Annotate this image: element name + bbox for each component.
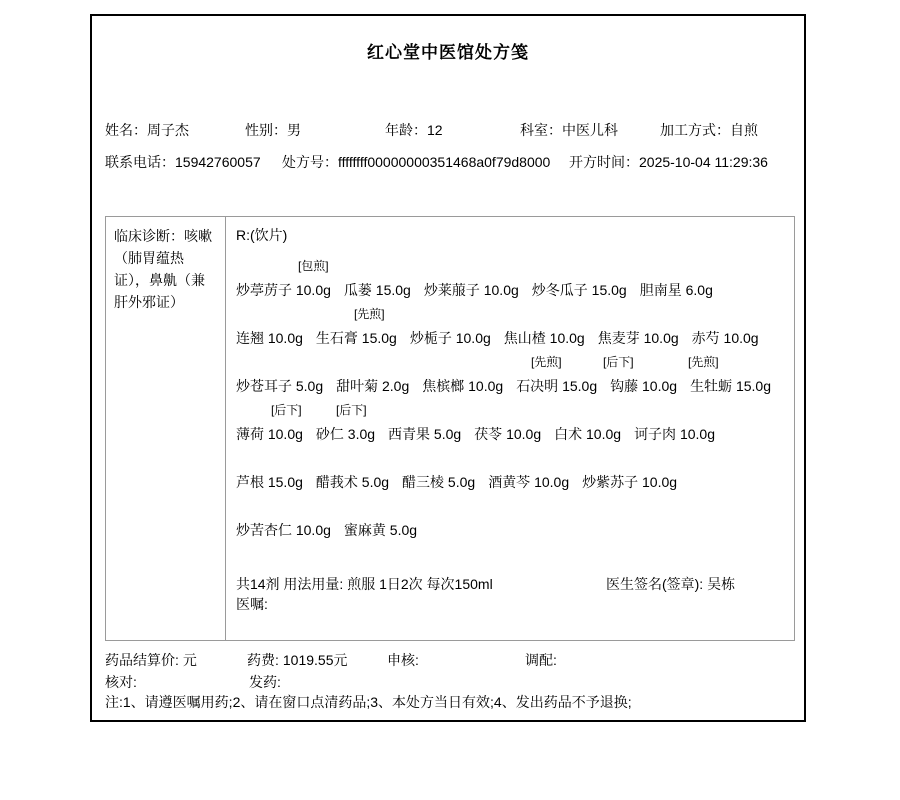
review-label: 申核:	[387, 652, 419, 668]
herb-row	[236, 468, 784, 496]
patient-gender-field	[245, 120, 301, 140]
herb-item: 炒冬瓜子 15.0g	[531, 282, 627, 298]
dispense-label: 发药:	[249, 674, 281, 690]
decoction-annotation-row	[236, 448, 784, 468]
herb-item: 芦根 15.0g	[235, 474, 303, 490]
dispense-prepare-label: 调配:	[525, 652, 557, 668]
phone-field	[105, 152, 261, 172]
herb-item: 酒黄芩 10.0g	[488, 474, 570, 490]
decoction-annotation-row	[236, 304, 784, 324]
dosage-summary-row	[236, 574, 784, 594]
herb-line-block	[236, 400, 784, 448]
diagnosis-text: 咳嗽（肺胃蕴热证），鼻鼽（兼肝外邪证）	[114, 228, 212, 310]
herb-item: 诃子肉 10.0g	[634, 426, 715, 442]
herb-item: 炒紫苏子 10.0g	[582, 474, 678, 490]
herb-item: 炒苍耳子 5.0g	[235, 378, 324, 394]
decoction-annotation-row	[236, 256, 784, 276]
phone-label: 联系电话：	[105, 154, 175, 170]
decoction-annotation: [包煎]	[297, 259, 329, 273]
prescription-number-field	[282, 152, 550, 172]
prescription-sheet	[90, 14, 806, 722]
phone-value: 15942760057	[175, 154, 261, 170]
decoction-annotation-row	[236, 496, 784, 516]
herb-item: 西青果 5.0g	[388, 426, 462, 442]
footer-row-3	[92, 692, 804, 713]
herb-item: 甜叶菊 2.0g	[336, 378, 410, 394]
dosage-summary: 共14剂 用法用量: 煎服 1日2次 每次150ml	[235, 576, 493, 592]
patient-gender-label: 性别：	[245, 122, 287, 138]
prescribe-time-field	[569, 152, 768, 172]
prescription-number-label: 处方号：	[282, 154, 338, 170]
herb-item: 炒葶苈子 10.0g	[235, 282, 331, 298]
herb-item: 薄荷 10.0g	[235, 426, 303, 442]
settlement-price-field	[105, 650, 197, 670]
prescription-body-box	[105, 216, 795, 641]
herb-item: 焦槟榔 10.0g	[422, 378, 504, 394]
processing-method-field	[660, 120, 758, 140]
medicine-fee-label: 药费:	[247, 652, 279, 668]
patient-age-value: 12	[427, 122, 443, 138]
herb-item: 醋莪术 5.0g	[315, 474, 390, 490]
processing-method-label: 加工方式：	[660, 122, 730, 138]
herb-item: 茯苓 10.0g	[474, 426, 542, 442]
patient-gender-value: 男	[287, 122, 301, 138]
herb-item: 蜜麻黄 5.0g	[343, 522, 418, 538]
herb-item: 砂仁 3.0g	[315, 426, 376, 442]
herb-item: 炒栀子 10.0g	[409, 330, 491, 346]
herb-item: 焦山楂 10.0g	[503, 330, 585, 346]
dispense-prepare-field	[525, 650, 561, 670]
medicine-fee-value: 1019.55元	[282, 652, 348, 668]
clinical-diagnosis	[106, 217, 226, 640]
decoction-annotation: [先煎]	[530, 355, 562, 369]
herb-item: 瓜蒌 15.0g	[343, 282, 411, 298]
footer-row-2	[92, 672, 804, 693]
prescribe-time-value: 2025-10-04 11:29:36	[639, 154, 768, 170]
decoction-annotation: [后下]	[335, 403, 367, 417]
department-value: 中医儿科	[562, 122, 618, 138]
usage-note: 注:1、请遵医嘱用药;2、请在窗口点清药品;3、本处方当日有效;4、发出药品不予退换;	[105, 694, 632, 710]
herb-row	[236, 324, 784, 352]
herb-line-block	[236, 256, 784, 304]
decoction-annotation: [后下]	[602, 355, 634, 369]
footer-row-1	[92, 650, 804, 671]
check-label: 核对:	[105, 674, 137, 690]
department-label: 科室：	[520, 122, 562, 138]
herb-item: 生牡蛎 15.0g	[690, 378, 771, 394]
herb-item: 白术 10.0g	[554, 426, 622, 442]
review-field	[387, 650, 423, 670]
decoction-annotation: [先煎]	[687, 355, 719, 369]
herb-item: 赤芍 10.0g	[691, 330, 759, 346]
patient-name-field	[105, 120, 189, 140]
herb-item: 炒苦杏仁 10.0g	[235, 522, 331, 538]
herb-item: 生石膏 15.0g	[315, 330, 397, 346]
decoction-annotation: [先煎]	[353, 307, 385, 321]
herb-item: 连翘 10.0g	[235, 330, 303, 346]
herb-item: 炒莱菔子 10.0g	[423, 282, 519, 298]
medicine-fee-field	[247, 650, 348, 670]
check-field	[105, 672, 141, 692]
patient-age-label: 年龄：	[385, 122, 427, 138]
medical-advice-label: 医嘱:	[235, 596, 268, 612]
prescription-number-value: ffffffff00000000351468a0f79d8000	[338, 154, 551, 170]
herb-line-block	[236, 496, 784, 544]
herb-row	[236, 276, 784, 304]
diagnosis-label: 临床诊断：	[114, 228, 184, 244]
rx-content	[226, 217, 794, 640]
decoction-annotation: [后下]	[270, 403, 302, 417]
prescribe-time-label: 开方时间：	[569, 154, 639, 170]
herb-item: 焦麦芽 10.0g	[597, 330, 679, 346]
herb-line-block	[236, 304, 784, 352]
decoction-annotation-row	[236, 352, 784, 372]
doctor-signature: 医生签名(签章): 吴栋	[605, 576, 736, 592]
patient-name-value: 周子杰	[147, 122, 189, 138]
herb-line-block	[236, 448, 784, 496]
herb-item: 钩藤 10.0g	[610, 378, 678, 394]
page-title: 红心堂中医馆处方笺	[367, 43, 529, 62]
department-field	[520, 120, 618, 140]
herb-lines	[236, 256, 784, 544]
patient-name-label: 姓名：	[105, 122, 147, 138]
herb-item: 醋三棱 5.0g	[402, 474, 476, 490]
processing-method-value: 自煎	[730, 122, 758, 138]
settlement-price-value: 元	[182, 652, 197, 668]
patient-age-field	[385, 120, 443, 140]
settlement-price-label: 药品结算价:	[105, 652, 179, 668]
decoction-annotation-row	[236, 400, 784, 420]
herb-item: 胆南星 6.0g	[639, 282, 713, 298]
dispense-field	[249, 672, 285, 692]
herb-item: 石决明 15.0g	[516, 378, 598, 394]
herb-row	[236, 516, 784, 544]
patient-info-row-2	[92, 152, 804, 172]
herb-line-block	[236, 352, 784, 400]
rx-header: R:(饮片)	[235, 227, 288, 243]
herb-row	[236, 420, 784, 448]
patient-info-row-1	[92, 120, 804, 140]
herb-row	[236, 372, 784, 400]
